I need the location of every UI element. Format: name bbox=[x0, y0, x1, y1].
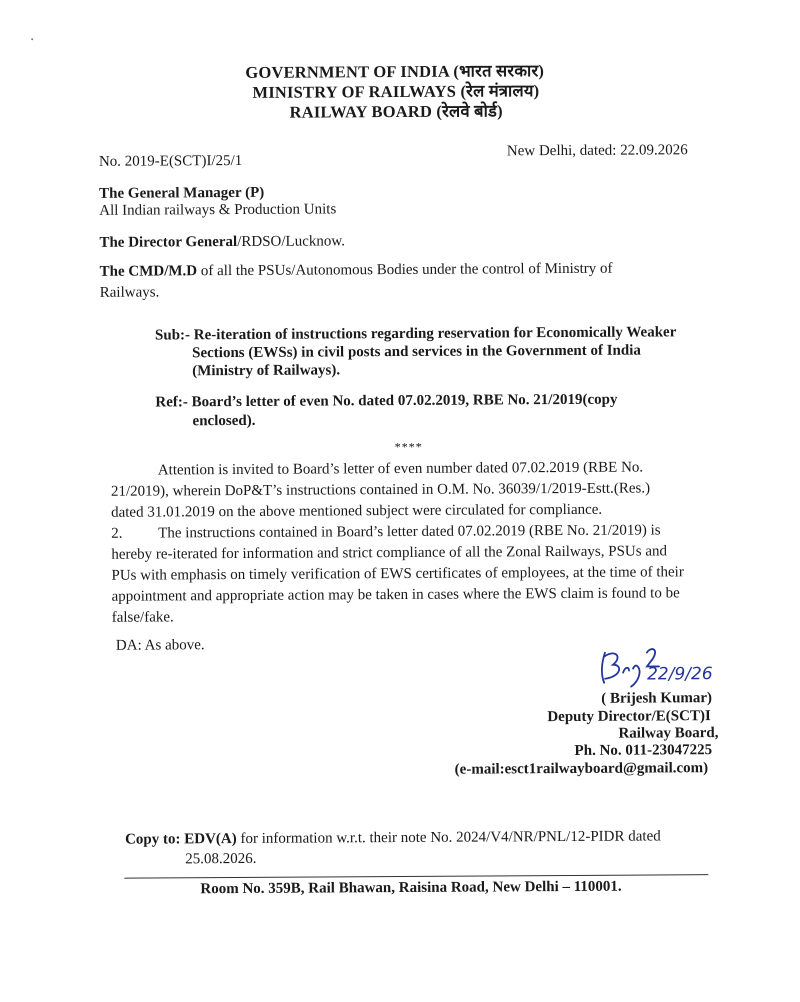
addressee-cmd bbox=[100, 261, 613, 281]
scan-speck bbox=[31, 38, 33, 40]
letterhead-board: RAILWAY BOARD (रेलवे बोर्ड) bbox=[289, 101, 503, 122]
enclosure-note: DA: As above. bbox=[115, 637, 205, 654]
signatory-name: ( Brijesh Kumar) bbox=[601, 690, 713, 707]
signatory-email: (e-mail:esct1railwayboard@gmail.com) bbox=[454, 760, 709, 778]
reference-number: No. 2019-E(SCT)I/25/1 bbox=[98, 152, 243, 170]
handwritten-signature bbox=[591, 642, 731, 693]
signatory-designation: Deputy Director/E(SCT)I bbox=[547, 708, 711, 726]
copy-to-recipient: EDV(A) bbox=[184, 831, 237, 848]
letterhead-ministry: MINISTRY OF RAILWAYS (रेल मंत्रालय) bbox=[252, 81, 540, 102]
para2-line5: false/fake. bbox=[111, 609, 174, 626]
subject-text: Re-iteration of instructions regarding reservation for Economically Weaker bbox=[189, 324, 677, 344]
copy-to-line2: 25.08.2026. bbox=[185, 850, 257, 868]
place-date: New Delhi, dated: 22.09.2026 bbox=[506, 142, 688, 160]
para2-line3: PUs with emphasis on timely verification of EWS certificates of employees, at the time of their bbox=[111, 564, 684, 584]
addressee-gm: The General Manager (P) bbox=[99, 184, 265, 202]
addressee-cmd-text: of all the PSUs/Autonomous Bodies under the control of Ministry of bbox=[197, 260, 613, 280]
para2-line1-text: The instructions contained in Board’s letter dated 07.02.2019 (RBE No. 21/2019) is bbox=[158, 522, 661, 542]
para1-line1: Attention is invited to Board’s letter of even number dated 07.02.2019 (RBE No. bbox=[157, 459, 644, 479]
footer-address: Room No. 359B, Rail Bhawan, Raisina Road, New Delhi – 110001. bbox=[200, 878, 622, 898]
paragraph-1 bbox=[111, 457, 711, 524]
copy-to-text: for information w.r.t. their note No. 2024/V4/NR/PNL/12-PIDR dated bbox=[236, 828, 661, 848]
subject-label: Sub:- bbox=[154, 327, 191, 344]
ref-line1 bbox=[155, 390, 617, 414]
para1-line3: dated 31.01.2019 on the above mentioned subject were circulated for compliance. bbox=[111, 501, 603, 521]
addressee-dg-title: The Director General bbox=[99, 233, 238, 251]
copy-to-line1 bbox=[125, 828, 661, 848]
addressee-dg bbox=[99, 233, 345, 251]
copy-to-label: Copy to: bbox=[125, 831, 181, 848]
addressee-cmd-title: The CMD/M.D bbox=[99, 263, 198, 280]
paragraph-2 bbox=[111, 520, 722, 629]
ref-text: Board’s letter of even No. dated 07.02.2019, RBE No. 21/2019(copy bbox=[187, 391, 618, 411]
signatory-office: Railway Board, bbox=[618, 725, 719, 742]
para2-number: 2. bbox=[111, 525, 123, 542]
letterhead-govt: GOVERNMENT OF INDIA (भारत सरकार) bbox=[245, 61, 545, 82]
ref-label: Ref:- bbox=[155, 394, 188, 411]
para2-line2: hereby re-iterated for information and strict compliance of all the Zonal Railways, PSUs and bbox=[111, 543, 668, 563]
para1-line2: 21/2019), wherein DoP&T’s instructions contained in O.M. No. 36039/1/2019-Estt.(Res.) bbox=[110, 480, 651, 500]
addressee-cmd-line2: Railways. bbox=[99, 284, 160, 301]
signature-date: 22/9/26 bbox=[647, 664, 713, 685]
signatory-phone: Ph. No. 011-23047225 bbox=[574, 742, 713, 759]
section-separator: **** bbox=[394, 439, 423, 455]
subject-line2: Sections (EWSs) in civil posts and services in the Government of India bbox=[192, 342, 641, 362]
addressee-dg-office: /RDSO/Lucknow. bbox=[237, 233, 345, 250]
subject-line3: (Ministry of Railways). bbox=[192, 362, 341, 380]
para2-line4: appointment and appropriate action may be taken in cases where the EWS claim is found to be bbox=[111, 585, 680, 605]
ref-line2: enclosed). bbox=[192, 412, 256, 430]
addressee-gm-units: All Indian railways & Production Units bbox=[99, 201, 337, 219]
